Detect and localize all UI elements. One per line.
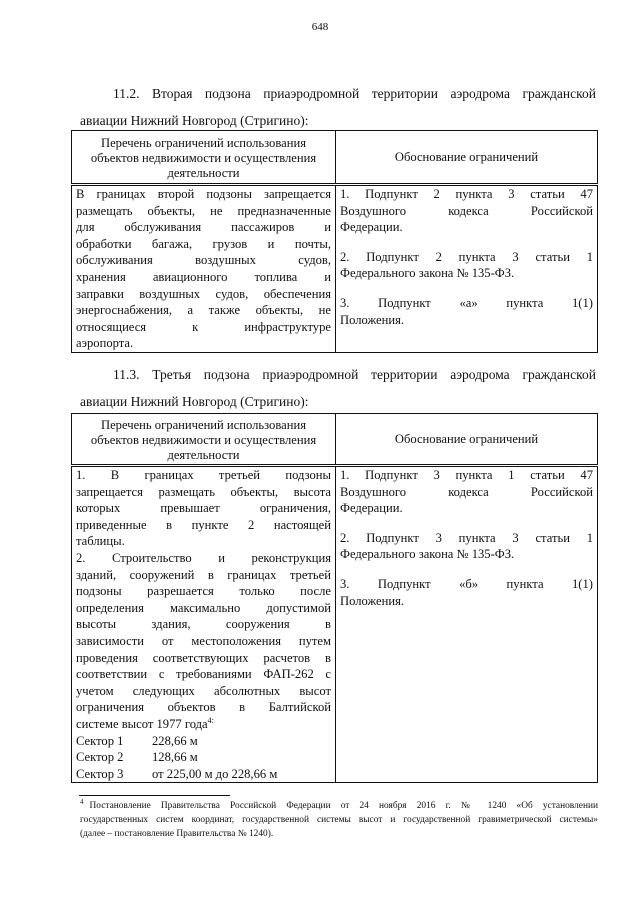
justification-item [340,295,593,328]
justification-line: 3. Подпункт «а» пункта 1(1) [340,295,593,310]
sector-height-row [76,766,331,783]
justification-line: Положения. [340,593,405,608]
restriction-text-line: относящиеся к инфраструктуре [76,319,331,334]
restriction-text-line: соответствии с требованиями ФАП-262 с [76,667,331,682]
page-number: 648 [311,21,329,33]
restriction-text-line: размещать объекты, не предназначенные [76,203,331,218]
sector-name: Сектор 1 [76,733,124,748]
heading-line: 11.2. Вторая подзона приаэродромной территории аэродрома гражданской [113,86,596,101]
footnote [80,799,598,841]
footnote-divider [79,795,230,796]
justification-item [340,576,593,609]
justification-item [340,186,593,236]
restriction-text: системе высот 1977 года [76,716,208,731]
restriction-text-line: В границах второй подзоны запрещается [76,187,331,201]
sector-height-value: 128,66 м [152,750,198,765]
restriction-text-line: запрещается размещать объекты, высота [76,484,331,499]
restriction-text-line: зданий, сооружений в границах третьей [76,567,331,582]
footnote-text: Постановление Правительства Российской Федерации от 24 ноября 2016 г. № 1240 «Об установлении [89,801,598,811]
restriction-text-line: 2. Строительство и реконструкция [76,550,331,565]
justification-line: 3. Подпункт «б» пункта 1(1) [340,576,593,591]
footnote-reference: 4: [207,715,214,725]
sector-name: Сектор 3 [76,766,124,781]
restriction-text-line: энергоснабжения, а также объекты, не [76,303,331,318]
restriction-text-line: которых превышает ограничения, [76,501,331,516]
justification-item [340,467,593,517]
heading-line: авиации Нижний Новгород (Стригино): [80,394,309,409]
column-header-restrictions: Перечень ограничений использования объектов недвижимости и осуществления деятельности [72,131,336,185]
restriction-text-line: хранения авиационного топлива и [76,269,331,284]
justification-line: Воздушного кодекса Российской [340,484,593,499]
restriction-text-line: высоты здания, сооружения в [76,617,331,632]
restrictions-cell [72,466,336,783]
restriction-text-line: для обслуживания пассажиров и [76,220,331,235]
sector-height-value: от 225,00 м до 228,66 м [152,766,278,781]
restriction-text-line: определения максимально допустимой [76,600,331,615]
restriction-text-line: аэропорта. [76,336,134,351]
restriction-text-line: ограничения объектов в Балтийской [76,700,331,715]
justification-line: 1. Подпункт 3 пункта 1 статьи 47 [340,468,593,482]
footnote-text: государственных систем координат, государственной системы высот и государственной гравиметрической системы» [80,815,598,825]
heading-line: авиации Нижний Новгород (Стригино): [80,113,309,128]
justification-line: Положения. [340,312,405,327]
sector-height-row [76,749,331,766]
justification-line: Федерации. [340,220,403,235]
justification-cell [336,466,598,783]
sector-height-row [76,733,331,750]
restriction-text-line: заправки воздушных судов, обеспечения [76,286,331,301]
footnote-line [80,813,598,827]
section-heading-11-3 [80,361,596,415]
footnote-mark: 4 [80,797,84,806]
justification-line: 2. Подпункт 2 пункта 3 статьи 1 [340,249,593,264]
sector-name: Сектор 2 [76,750,124,765]
restrictions-table-subzone-3 [71,413,598,783]
restriction-text-line: приведенные в пункте 2 настоящей [76,517,331,532]
restriction-text-line [76,716,331,733]
justification-cell [336,185,598,353]
justification-line: Федерального закона № 135-ФЗ. [340,547,515,562]
footnote-line [80,799,598,813]
restriction-text-line: подзоны разрешается только после [76,584,331,599]
restriction-text-line: зависимости от местоположения путем [76,633,331,648]
column-header-justification: Обоснование ограничений [336,131,598,185]
column-header-justification: Обоснование ограничений [336,414,598,466]
justification-item [340,530,593,563]
justification-line: Федерального закона № 135-ФЗ. [340,266,515,281]
column-header-restrictions: Перечень ограничений использования объектов недвижимости и осуществления деятельности [72,414,336,466]
sector-height-value: 228,66 м [152,733,198,748]
justification-line: 1. Подпункт 2 пункта 3 статьи 47 [340,187,593,201]
restrictions-table-subzone-2 [71,130,598,353]
justification-line: Федерации. [340,501,403,516]
heading-line: 11.3. Третья подзона приаэродромной территории аэродрома гражданской [113,367,596,382]
restriction-text-line: проведения соответствующих расчетов в [76,650,331,665]
justification-line: Воздушного кодекса Российской [340,203,593,218]
justification-line: 2. Подпункт 3 пункта 3 статьи 1 [340,530,593,545]
restriction-text-line: 1. В границах третьей подзоны [76,468,331,482]
footnote-line: (далее – постановление Правительства № 1240). [80,829,274,839]
restrictions-cell [72,185,336,353]
restriction-text-line: таблицы. [76,534,125,549]
restriction-text-line: обработки багажа, грузов и почты, [76,236,331,251]
restriction-text-line: учетом следующих абсолютных высот [76,683,331,698]
section-heading-11-2 [80,80,596,134]
restriction-text-line: обслуживания воздушных судов, [76,253,331,268]
justification-item [340,249,593,282]
